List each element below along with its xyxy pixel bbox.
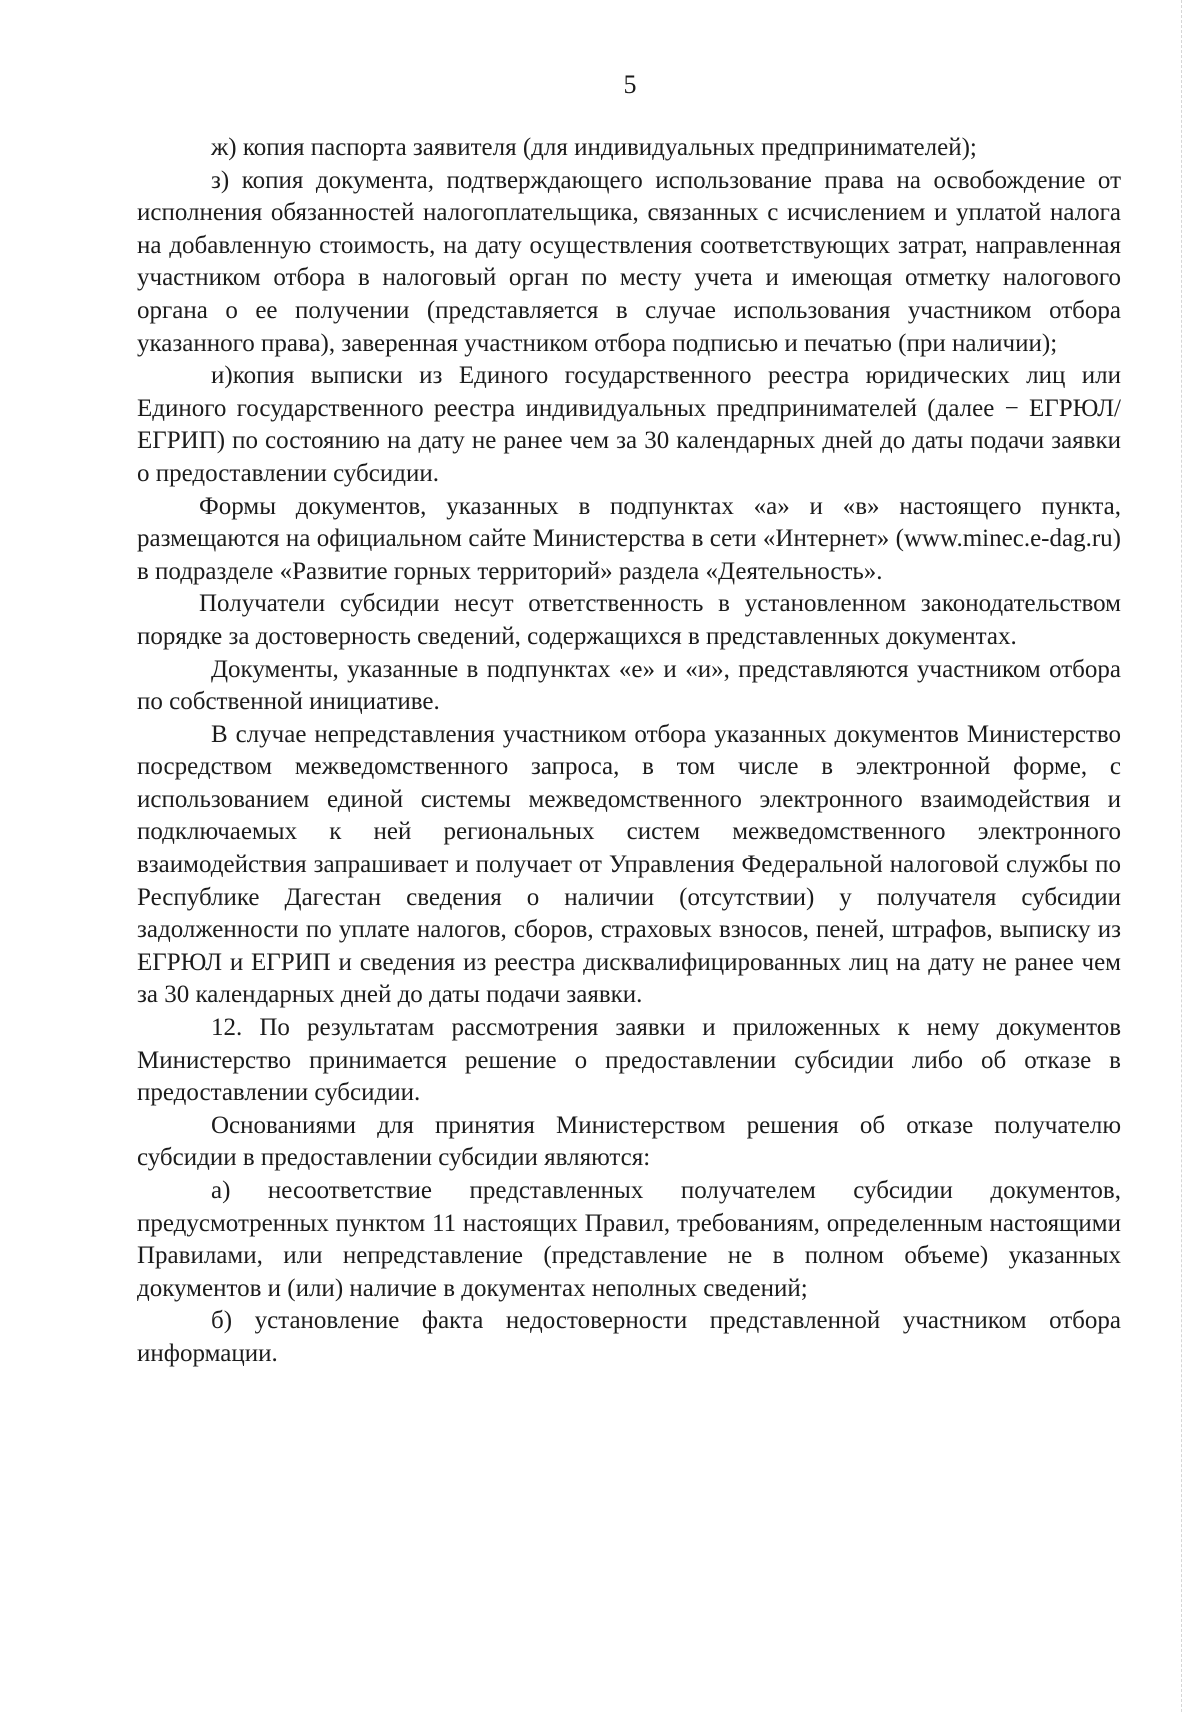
paragraph-interagency-request: В случае непредставления участником отбора указанных документов Министерство посредством межведомственного запроса, в том числе в электронной форме, с использованием единой системы межведомственного электронного взаимодействия и подключаемых к ней региональных систем межведомственного электронного взаимодействия запрашивает и получает от Управления Федеральной налоговой службы по Республике Дагестан сведения о наличии (отсутствии) у получателя субсидии задолженности по уплате налогов, сборов, страховых взносов, пеней, штрафов, выписку из ЕГРЮЛ и ЕГРИП и сведения из реестра дисквалифицированных лиц на дату не ранее чем за 30 календарных дней до даты подачи заявки. xyxy=(137,720,1121,1009)
page-number: 5 xyxy=(623,70,637,99)
document-body xyxy=(137,132,1121,1371)
paragraph-documents-initiative: Документы, указанные в подпунктах «е» и «и», представляются участником отбора по собственной инициативе. xyxy=(137,655,1121,716)
paragraph-ground-b: б) установление факта недостоверности представленной участником отбора информации. xyxy=(137,1307,1121,1367)
paragraph-item-zh: ж) копия паспорта заявителя (для индивидуальных предпринимателей); xyxy=(211,134,977,161)
paragraph-item-z: з) копия документа, подтверждающего использование права на освобождение от исполнения обязанностей налогоплательщика, связанных с исчислением и уплатой налога на добавленную стоимость, на дату осуществления соответствующих затрат, направленная участником отбора в налоговый орган по месту учета и имеющая отметку налогового органа о ее получении (представляется в случае использования участником отбора указанного права), заверенная участником отбора подписью и печатью (при наличии); xyxy=(137,166,1121,357)
paragraph-recipients-responsibility: Получатели субсидии несут ответственность в установленном законодательством порядке за достоверность сведений, содержащихся в представленных документах. xyxy=(137,590,1121,650)
paragraph-document-forms: Формы документов, указанных в подпунктах «а» и «в» настоящего пункта, размещаются на официальном сайте Министерства в сети «Интернет» (www.minec.e-dag.ru) в подразделе «Развитие горных территорий» раздела «Деятельность». xyxy=(137,492,1121,585)
paragraph-ground-a: а) несоответствие представленных получателем субсидии документов, предусмотренных пунктом 11 настоящих Правил, требованиям, определенным настоящими Правилами, или непредставление (представление не в полном объеме) указанных документов и (или) наличие в документах неполных сведений; xyxy=(137,1177,1121,1302)
scan-edge-line xyxy=(1181,0,1182,1712)
paragraph-item-i: и)копия выписки из Единого государственного реестра юридических лиц или Единого государственного реестра индивидуальных предпринимателей (далее − ЕГРЮЛ/ЕГРИП) по состоянию на дату не ранее чем за 30 календарных дней до даты подачи заявки о предоставлении субсидии. xyxy=(137,362,1121,487)
paragraph-refusal-grounds: Основаниями для принятия Министерством решения об отказе получателю субсидии в предоставлении субсидии являются: xyxy=(137,1111,1121,1172)
paragraph-clause-12: 12. По результатам рассмотрения заявки и приложенных к нему документов Министерство принимается решение о предоставлении субсидии либо об отказе в предоставлении субсидии. xyxy=(137,1014,1121,1107)
